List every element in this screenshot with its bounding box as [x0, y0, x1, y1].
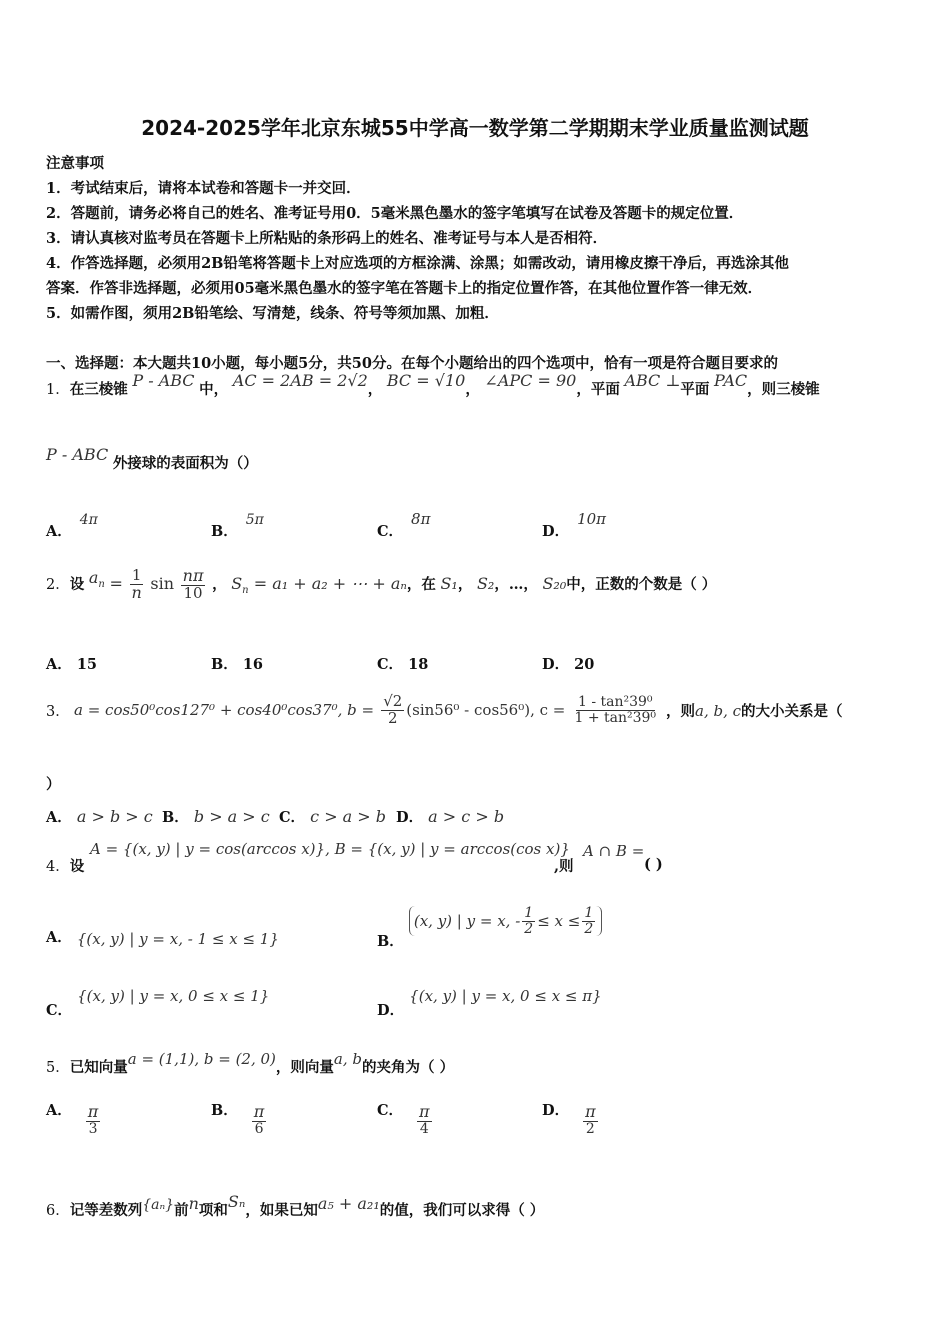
- option-a[interactable]: [46, 512, 98, 541]
- fraction: [181, 568, 206, 602]
- frac-den: 2: [524, 920, 534, 937]
- q-math: a, b, c: [695, 702, 742, 720]
- q-text: 设: [69, 858, 85, 875]
- q-math: a = (1,1), b = (2, 0): [127, 1050, 276, 1068]
- option-a[interactable]: [46, 926, 279, 947]
- frac-num: π: [419, 1102, 430, 1121]
- question-1: [46, 371, 820, 399]
- q-math: a₅ + a₂₁: [317, 1194, 380, 1213]
- q-text: ，平面: [576, 381, 620, 398]
- option-value: 4π: [79, 512, 98, 528]
- option-c[interactable]: [377, 653, 428, 674]
- q-text: ，: [367, 381, 383, 398]
- frac-num: 1: [584, 905, 594, 921]
- q-text: ，在: [406, 575, 436, 593]
- question-number: 5．: [46, 1060, 70, 1076]
- q-text: 平面: [680, 381, 710, 398]
- option-value: {(x, y) | y = x, 0 ≤ x ≤ π}: [409, 987, 602, 1005]
- q-text: 中，正数的个数是（ ）: [566, 575, 717, 593]
- option-value: 10π: [577, 510, 607, 528]
- option-value: [409, 906, 602, 936]
- math-var: S: [231, 573, 243, 593]
- option-b[interactable]: [377, 905, 602, 951]
- option-label: B．: [162, 809, 189, 826]
- question-3: [74, 694, 660, 727]
- option-label: B．: [211, 656, 238, 673]
- option-label: D．: [542, 523, 570, 540]
- notice-item: 1．考试结束后，请将本试卷和答题卡一并交回．: [46, 180, 361, 197]
- option-label: A．: [46, 523, 72, 540]
- q-math: (sin56⁰ - cos56⁰), c =: [406, 700, 566, 719]
- option-value: 16: [242, 656, 264, 673]
- question-4: [46, 855, 84, 876]
- question-1-cont: [46, 445, 258, 473]
- option-d[interactable]: [396, 806, 504, 827]
- math-sub: n: [242, 584, 249, 596]
- option-label: B．: [211, 1101, 238, 1119]
- question-5: [46, 1050, 455, 1077]
- option-label: C．: [46, 1002, 73, 1019]
- option-label: A．: [46, 1101, 72, 1119]
- option-value: 8π: [411, 510, 431, 528]
- option-d[interactable]: [377, 985, 602, 1019]
- option-d[interactable]: [542, 510, 607, 541]
- notice-item: 3．请认真核对监考员在答题卡上所粘贴的条形码上的姓名、准考证号与本人是否相符．: [46, 230, 608, 247]
- option-value: b > a > c: [193, 807, 270, 826]
- frac-den: 3: [88, 1120, 98, 1137]
- notice-heading: 注意事项: [46, 155, 104, 172]
- q-text: ，…，: [494, 575, 538, 593]
- fraction: [381, 694, 404, 727]
- option-value: 20: [574, 656, 595, 673]
- option-value: 18: [408, 656, 429, 673]
- fraction: [86, 1104, 101, 1136]
- frac-num: 1: [524, 905, 534, 921]
- q-text: ，则向量: [275, 1059, 334, 1076]
- frac-num: nπ: [182, 566, 204, 585]
- q-math: ∠APC = 90: [484, 371, 577, 390]
- q-math: BC = √10: [386, 371, 466, 390]
- q-text: ,则: [554, 858, 574, 875]
- q-math: P - ABC: [46, 445, 109, 464]
- fraction: [417, 1104, 432, 1136]
- q-text: ，: [212, 575, 227, 593]
- option-b[interactable]: [162, 806, 270, 827]
- question-number: 4．: [46, 859, 70, 875]
- option-label: B．: [377, 933, 404, 951]
- fraction: [129, 568, 143, 602]
- q-math: S₁: [440, 573, 458, 593]
- option-label: D．: [396, 809, 424, 826]
- q-text: 外接球的表面积为（）: [112, 455, 258, 472]
- q-text: 的值，我们可以求得（ ）: [379, 1202, 545, 1219]
- q-text: 前: [174, 1202, 189, 1219]
- question-6: [46, 1192, 545, 1220]
- option-a[interactable]: [46, 1101, 102, 1137]
- option-label: A．: [46, 809, 72, 826]
- option-value: {(x, y) | y = x, - 1 ≤ x ≤ 1}: [76, 930, 279, 948]
- q-text: 在三棱锥: [69, 381, 128, 398]
- option-d[interactable]: [542, 653, 594, 674]
- option-value: a > c > b: [428, 807, 505, 826]
- fraction: [572, 695, 658, 725]
- q-math: ABC ⊥: [624, 371, 681, 390]
- notice-item: 2．答题前，请务必将自己的姓名、准考证号用0．5毫米黑色墨水的签字笔填写在试卷及答题卡的规定位置．: [46, 205, 744, 222]
- math-sub: n: [98, 578, 105, 590]
- option-value: 5π: [245, 512, 264, 528]
- frac-den: 2: [585, 1120, 595, 1137]
- notice-item: 答案．作答非选择题，必须用05毫米黑色墨水的签字笔在答题卡上的指定位置作答，在其他位置作答一律无效．: [46, 280, 763, 297]
- notice-item: 5．如需作图，须用2B铅笔绘、写清楚，线条、符号等须加黑、加粗．: [46, 305, 499, 322]
- q-math: Sₙ: [227, 1192, 246, 1211]
- option-value: {(x, y) | y = x, 0 ≤ x ≤ 1}: [77, 987, 270, 1005]
- notice-item: 4．作答选择题，必须用2B铅笔将答题卡上对应选项的方框涂满、涂黑；如需改动，请用橡皮擦干净后，再选涂其他: [46, 255, 789, 272]
- option-label: C．: [377, 523, 404, 540]
- option-label: A．: [46, 656, 72, 673]
- math-op: =: [109, 573, 123, 593]
- fraction: [582, 906, 595, 936]
- question-3-close: ）: [46, 776, 61, 793]
- q-text: 的夹角为（ ）: [362, 1059, 455, 1076]
- frac-num: π: [585, 1102, 596, 1121]
- q-text: 设: [69, 575, 85, 593]
- frac-num: π: [87, 1102, 99, 1121]
- q-math: [231, 573, 407, 596]
- q-text: ，则: [666, 703, 695, 720]
- frac-num: 1 - tan²39⁰: [577, 694, 653, 711]
- q-text: 的大小关系是（: [741, 703, 843, 720]
- question-number: 1．: [46, 382, 70, 398]
- fraction: [252, 1104, 267, 1136]
- option-b[interactable]: [211, 653, 263, 674]
- frac-den: 1 + tan²39⁰: [574, 709, 657, 726]
- math-var: a: [88, 567, 99, 587]
- question-number: 2．: [46, 576, 70, 593]
- q-math: S₂: [476, 573, 495, 593]
- frac-den: 2: [584, 920, 594, 937]
- q-math: A = {(x, y) | y = cos(arccos x)}, B = {(x, y) | y = arccos(cos x)}: [90, 840, 570, 858]
- math-fn: sin: [150, 573, 175, 593]
- option-label: A．: [46, 929, 72, 946]
- math-expr: (x, y) | y = x, -: [413, 912, 521, 931]
- frac-num: √2: [383, 692, 403, 710]
- math-expr: = a₁ + a₂ + ⋯ + aₙ: [253, 573, 407, 593]
- option-label: C．: [279, 809, 306, 826]
- q-text: 记等差数列: [69, 1202, 143, 1219]
- option-b[interactable]: [211, 512, 264, 541]
- option-a[interactable]: [46, 806, 153, 827]
- q-math: S₂₀: [542, 573, 567, 593]
- q-math: AC = 2AB = 2√2: [232, 371, 368, 390]
- frac-den: n: [131, 582, 142, 602]
- frac-num: 1: [131, 566, 142, 584]
- option-value: c > a > b: [310, 807, 387, 826]
- q-math: [88, 567, 105, 590]
- q-text: ，如果已知: [245, 1202, 318, 1219]
- option-c[interactable]: [377, 1101, 434, 1137]
- question-3-text: [666, 700, 843, 721]
- frac-den: 4: [419, 1120, 429, 1137]
- frac-den: 10: [183, 583, 203, 602]
- q-math: a = cos50⁰cos127⁰ + cos40⁰cos37⁰, b =: [74, 700, 375, 719]
- option-label: D．: [542, 656, 570, 673]
- q-text: ( ): [644, 856, 663, 873]
- frac-den: 6: [254, 1120, 264, 1137]
- option-label: D．: [542, 1101, 570, 1119]
- option-d[interactable]: [542, 1101, 600, 1137]
- section-heading: 一、选择题：本大题共10小题，每小题5分，共50分。在每个小题给出的四个选项中，恰有一项是符合题目要求的: [46, 355, 778, 372]
- q-text: 已知向量: [69, 1059, 128, 1076]
- q-math: a, b: [333, 1050, 363, 1068]
- q-math: A ∩ B =: [583, 842, 645, 860]
- math-expr: ≤ x ≤: [537, 912, 581, 931]
- q-math: P - ABC: [132, 371, 195, 390]
- option-c[interactable]: [46, 985, 270, 1019]
- question-2: [46, 568, 716, 602]
- option-c[interactable]: [279, 806, 386, 827]
- option-b[interactable]: [211, 1101, 268, 1137]
- q-text: ，则三棱锥: [747, 381, 820, 398]
- frac-num: π: [253, 1102, 265, 1121]
- option-c[interactable]: [377, 510, 431, 541]
- option-value: a > b > c: [76, 807, 153, 826]
- q-math: n: [188, 1194, 199, 1213]
- q-math: PAC: [714, 371, 748, 390]
- page-title: 2024-2025学年北京东城55中学高一数学第二学期期末学业质量监测试题: [141, 116, 809, 140]
- q-math: {aₙ}: [142, 1197, 175, 1213]
- option-label: D．: [377, 1002, 405, 1019]
- question-number: 6．: [46, 1203, 70, 1219]
- option-value: 15: [76, 656, 98, 673]
- frac-den: 2: [387, 708, 398, 727]
- q-text: ，: [465, 381, 480, 398]
- q-text: ，: [457, 575, 473, 593]
- question-3-number: 3．: [46, 704, 70, 720]
- option-label: B．: [211, 523, 238, 540]
- q-text: 项和: [198, 1202, 228, 1219]
- fraction: [522, 906, 535, 936]
- fraction: [583, 1104, 598, 1136]
- option-a[interactable]: [46, 653, 97, 674]
- option-label: C．: [377, 656, 404, 673]
- q-text: 中，: [199, 381, 229, 398]
- option-label: C．: [377, 1101, 404, 1119]
